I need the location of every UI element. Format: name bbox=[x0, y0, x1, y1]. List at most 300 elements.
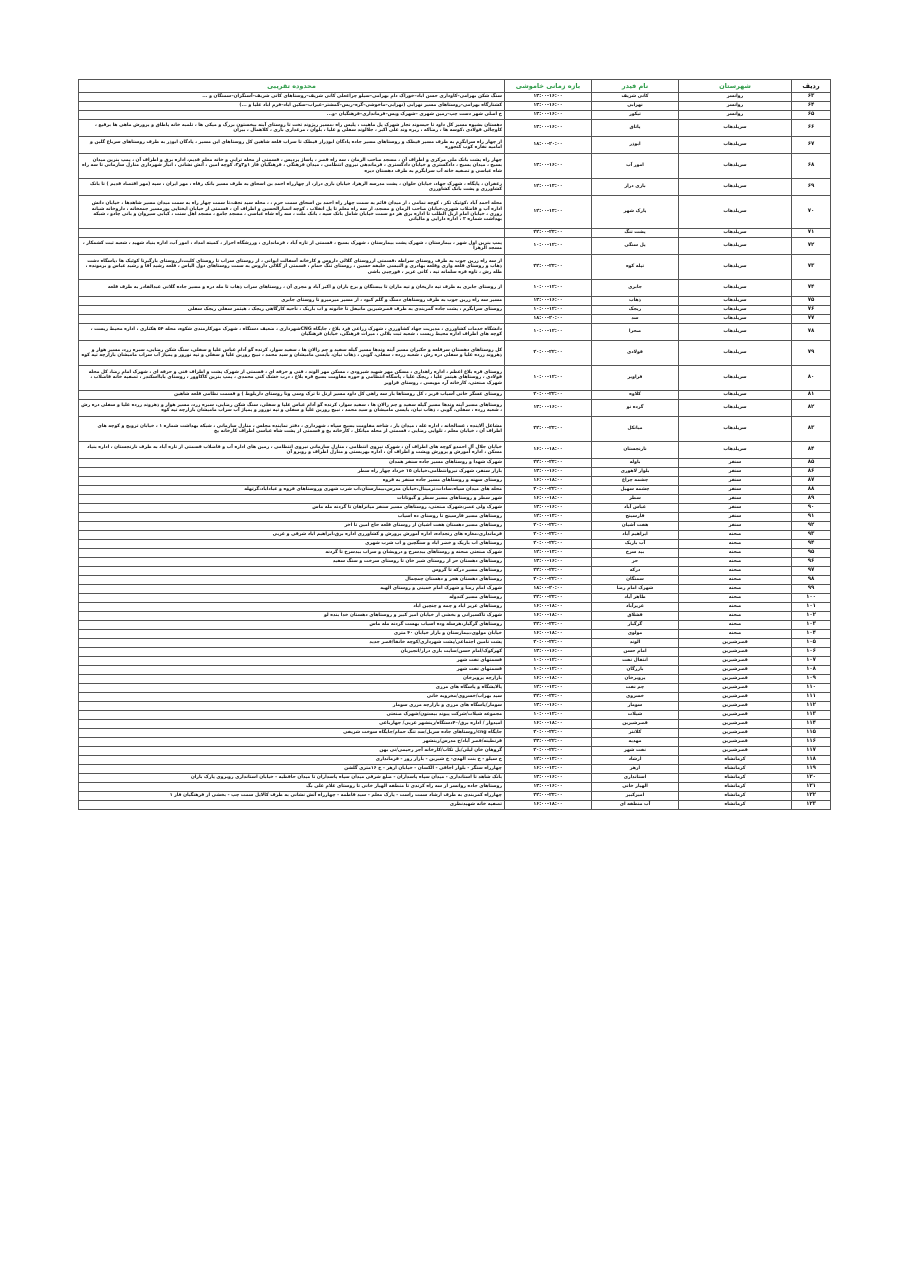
cell-time: ۱۴:۰۰-۱۶:۰۰ bbox=[505, 102, 592, 111]
cell-city: قصرشیرین bbox=[679, 693, 792, 702]
cell-row-number: ۷۴ bbox=[792, 280, 831, 297]
cell-city: قصرشیرین bbox=[679, 702, 792, 711]
cell-area: شهرک تاکسیرانی و بخشی از خیابان امیر کبیر و روستاهای دهستان خدا بنده لو bbox=[79, 612, 505, 621]
table-row bbox=[79, 120, 831, 137]
cell-feeder: عباس آباد bbox=[592, 504, 679, 513]
cell-row-number: ۱۱۷ bbox=[792, 747, 831, 756]
cell-feeder: آب باریک bbox=[592, 540, 679, 549]
cell-feeder: بید سرخ bbox=[592, 549, 679, 558]
cell-row-number: ۶۷ bbox=[792, 137, 831, 154]
cell-row-number: ۸۰ bbox=[792, 366, 831, 391]
cell-city: صحنه bbox=[679, 540, 792, 549]
cell-city: کرمانشاه bbox=[679, 765, 792, 774]
cell-feeder: سمنگان bbox=[592, 576, 679, 585]
cell-feeder: امیرکبیر bbox=[592, 792, 679, 801]
cell-city: کرمانشاه bbox=[679, 792, 792, 801]
cell-city: کرمانشاه bbox=[679, 774, 792, 783]
cell-time: ۲۲:۰۰-۲۴:۰۰ bbox=[505, 459, 592, 468]
cell-city: سنقر bbox=[679, 459, 792, 468]
cell-area: خیابان مولوی،بیمارستان و بازار خیابان ۴۰ متری bbox=[79, 630, 505, 639]
cell-row-number: ۱۱۹ bbox=[792, 765, 831, 774]
table-row bbox=[79, 297, 831, 306]
cell-feeder: سطر bbox=[592, 495, 679, 504]
cell-row-number: ۱۱۱ bbox=[792, 693, 831, 702]
table-row bbox=[79, 630, 831, 639]
cell-row-number: ۱۱۵ bbox=[792, 729, 831, 738]
table-row bbox=[79, 657, 831, 666]
cell-city: صحنه bbox=[679, 549, 792, 558]
cell-city: صحنه bbox=[679, 585, 792, 594]
table-row bbox=[79, 639, 831, 648]
cell-area: روستاهای مسیر فارسینج تا روستای ده اسیاب bbox=[79, 513, 505, 522]
table-row bbox=[79, 711, 831, 720]
cell-city: قصرشیرین bbox=[679, 720, 792, 729]
table-row bbox=[79, 306, 831, 315]
cell-row-number: ۶۳ bbox=[792, 93, 831, 102]
cell-time: ۲۲:۰۰-۲۴:۰۰ bbox=[505, 567, 592, 576]
cell-time: ۱۴:۰۰-۱۶:۰۰ bbox=[505, 93, 592, 102]
cell-time: ۱۲:۰۰-۱۴:۰۰ bbox=[505, 756, 592, 765]
cell-area: روستاهای گرگبار،هرسله وده اسیاب بهست گردنه مله ماس bbox=[79, 621, 505, 630]
cell-time: ۲۲:۰۰-۲۴:۰۰ bbox=[505, 594, 592, 603]
cell-area: از روستای جابری به طرف تپه داریخان و تپه ماران تا بیستگان و برخ بازان و اکبر آباد و مجری آن ، روستاهای سراب ذهاب تا مله دره و مسیر جاده گلانی عبدالقادر به طرف قلعه bbox=[79, 280, 505, 297]
table-row bbox=[79, 702, 831, 711]
table-row bbox=[79, 585, 831, 594]
cell-city: سرپلذهاب bbox=[679, 137, 792, 154]
cell-row-number: ۷۵ bbox=[792, 297, 831, 306]
cell-city: سرپلذهاب bbox=[679, 196, 792, 229]
cell-feeder: میانکل bbox=[592, 417, 679, 442]
cell-feeder: پل سنگی bbox=[592, 238, 679, 255]
cell-row-number: ۱۰۵ bbox=[792, 639, 831, 648]
cell-city: سرپلذهاب bbox=[679, 120, 792, 137]
cell-time: ۱۴:۰۰-۱۶:۰۰ bbox=[505, 111, 592, 120]
cell-area: گروهان خان لیلی/پل تکاب/کارخانه آجر رحیمی/نی بهن bbox=[79, 747, 505, 756]
cell-row-number: ۷۰ bbox=[792, 196, 831, 229]
cell-feeder: امام حسن bbox=[592, 648, 679, 657]
cell-feeder: نهرابی bbox=[592, 102, 679, 111]
cell-feeder: طاهر آباد bbox=[592, 594, 679, 603]
table-row bbox=[79, 513, 831, 522]
cell-row-number: ۶۹ bbox=[792, 179, 831, 196]
table-header-row bbox=[79, 80, 831, 93]
cell-area: دهستان بشیوه مسیر کل داود تا حیسوند نجار شهرک پل ماهیت ، پلیس راه ،مسیر ریژوند تخت تا روستای آبنه بیخستون بزرگ و میکی ها ، تلمبه خانه پاطاق و پرورش ماهی ها برقیع ، کاوچالی قولادی ،کوسه ها ، رضاکه ، ریزه وند علی اکبر ، جلالوند سفلی و علیا ، بلوان ، مرغداری باری ، کلاهمال ، بیران bbox=[79, 120, 505, 137]
cell-time: ۲۲:۰۰-۲۴:۰۰ bbox=[505, 255, 592, 280]
cell-feeder: الهیار خانی bbox=[592, 783, 679, 792]
table-row bbox=[79, 558, 831, 567]
table-row bbox=[79, 747, 831, 756]
cell-time: ۱۰:۰۰-۱۲:۰۰ bbox=[505, 666, 592, 675]
cell-area: چهار راه پشت بانک ملی مرکزی و اطراف آن ، مسجد صاحب الزمان ، سه راه قصر ، پاساژ پردیس ، قسمتی از محله ترابی و خانه معلم قدیم، اداره برق و اطراف آن ، پمپ بنزین میدان بسیج ، میدان بسیج ، دادگستری و خیابان دادگستری ، فرماندهی نیروی انتظامی ، میدان فرهنگی ، فرهنگیان فاز ۱و۲و۳، کوچه امین ، آتش نشانی ، انبار شهرداری منازل سازمانی تا سه راه شاه عباسی و تصفیه خانه آب سرابگرم به طرف دهستان دیره bbox=[79, 154, 505, 179]
cell-time: ۱۰:۰۰-۱۲:۰۰ bbox=[505, 324, 592, 341]
cell-row-number: ۱۲۰ bbox=[792, 774, 831, 783]
table-row bbox=[79, 179, 831, 196]
cell-row-number: ۶۴ bbox=[792, 102, 831, 111]
cell-city: سرپلذهاب bbox=[679, 324, 792, 341]
table-row bbox=[79, 576, 831, 585]
cell-time: ۱۰:۰۰-۱۲:۰۰ bbox=[505, 366, 592, 391]
cell-city: سرپلذهاب bbox=[679, 315, 792, 324]
cell-time: ۱۸:۰۰-۲۰:۰۰ bbox=[505, 585, 592, 594]
cell-row-number: ۸۱ bbox=[792, 391, 831, 400]
cell-feeder: فولادی bbox=[592, 341, 679, 366]
cell-area: چهارراه کمربندی به طرف ارشاد سمت راست - پارک معلم - سید فاطمه - چهارراه آتش نشانی به طرف کالایل سمت چپ - بخشی از فرهنگیان فاز ۱ bbox=[79, 792, 505, 801]
table-row bbox=[79, 315, 831, 324]
cell-feeder: انتقال نفت bbox=[592, 657, 679, 666]
cell-city: روانسر bbox=[679, 111, 792, 120]
cell-time: ۱۴:۰۰-۱۶:۰۰ bbox=[505, 504, 592, 513]
cell-area: سید بهراب/خسروی/مخروبه خانی bbox=[79, 693, 505, 702]
table-row bbox=[79, 729, 831, 738]
cell-area bbox=[79, 315, 505, 324]
cell-city: سرپلذهاب bbox=[679, 280, 792, 297]
cell-row-number: ۷۹ bbox=[792, 341, 831, 366]
cell-city: سنقر bbox=[679, 495, 792, 504]
cell-feeder: مولوی bbox=[592, 630, 679, 639]
cell-city: سنقر bbox=[679, 486, 792, 495]
cell-time: ۱۴:۰۰-۱۶:۰۰ bbox=[505, 468, 592, 477]
cell-row-number: ۹۶ bbox=[792, 558, 831, 567]
cell-row-number: ۷۱ bbox=[792, 229, 831, 238]
cell-row-number: ۸۶ bbox=[792, 468, 831, 477]
cell-city: سرپلذهاب bbox=[679, 366, 792, 391]
cell-time: ۱۲:۰۰-۱۴:۰۰ bbox=[505, 179, 592, 196]
cell-time: ۱۴:۰۰-۱۶:۰۰ bbox=[505, 400, 592, 417]
cell-city: قصرشیرین bbox=[679, 648, 792, 657]
header-feeder: نام فیدر bbox=[592, 80, 679, 93]
cell-area: بانک شاهد تا استانداری - میدان سپاه پاسداران - ضلع شرقی میدان سپاه پاسداران تا میدان حافظیه - خیابان استانداری روبروی پارک باران bbox=[79, 774, 505, 783]
cell-city: قصرشیرین bbox=[679, 657, 792, 666]
table-row bbox=[79, 594, 831, 603]
cell-city: سرپلذهاب bbox=[679, 238, 792, 255]
cell-feeder: حر bbox=[592, 558, 679, 567]
cell-area: سنگ شکن بهرامی–کاوداری حسن اباد–خوراک دام بهرامی–سیلو چراغعلی کانی شریف–روستاهای کانی شریف–آسنگران–سمنگان و ... bbox=[79, 93, 505, 102]
cell-row-number: ۷۲ bbox=[792, 238, 831, 255]
cell-feeder: ریجک bbox=[592, 306, 679, 315]
table-row bbox=[79, 549, 831, 558]
table-row bbox=[79, 137, 831, 154]
cell-area: روستاهای عزیز اباد و چمه و چنچین اباد bbox=[79, 603, 505, 612]
cell-feeder: پارک شهر bbox=[592, 196, 679, 229]
cell-city: صحنه bbox=[679, 558, 792, 567]
cell-time: ۲۰:۰۰-۲۲:۰۰ bbox=[505, 391, 592, 400]
cell-city: سنقر bbox=[679, 513, 792, 522]
cell-area: پمپ بنزین اول شهر ، بیمارستان ، شهرک پشت بیمارستان ، شهرک بسیج ، قسمتی از تازه آباد ، فرمانداری ، ورزشگاه احرار ، کمیته امداد ، امور آب، اداره بنیاد شهید ، شعبه ثبت کشمکار ، مسجد الزهرا bbox=[79, 238, 505, 255]
cell-feeder: نفت شهر bbox=[592, 747, 679, 756]
table-row bbox=[79, 783, 831, 792]
cell-time: ۱۴:۰۰-۱۶:۰۰ bbox=[505, 774, 592, 783]
cell-row-number: ۱۰۱ bbox=[792, 603, 831, 612]
cell-time: ۱۴:۰۰-۱۶:۰۰ bbox=[505, 558, 592, 567]
cell-time: ۱۲:۰۰-۱۴:۰۰ bbox=[505, 549, 592, 558]
cell-time: ۲۲:۰۰-۲۴:۰۰ bbox=[505, 792, 592, 801]
cell-area: روستاهای مسیر آینه وندها مسیر گیله سفید و چم زالان ها ، سفید سوار، کرنده گو آدام عباس علیا و سفلی، سنگ شکن رضایی، سبزه زرد، مسیر هوار و ذهروند زرده علیا و سفلی دره رش ، شعبه زرده ، سفلی، گوبی ، ذهاب نیان، بایسی مامیشان و سید محمد ، نبیج روزبن علیا و سفلی و تپه نوروز و پمپاژ آب سراب مامیشان بازارچه تپه کوه bbox=[79, 400, 505, 417]
cell-city: قصرشیرین bbox=[679, 675, 792, 684]
cell-area: بازارچه پرویزخان bbox=[79, 675, 505, 684]
cell-feeder: قشلاق bbox=[592, 612, 679, 621]
cell-feeder: تیکور bbox=[592, 111, 679, 120]
cell-time: ۱۸:۰۰-۲۰:۰۰ bbox=[505, 315, 592, 324]
cell-time: ۱۰:۰۰-۱۲:۰۰ bbox=[505, 280, 592, 297]
cell-row-number: ۹۲ bbox=[792, 522, 831, 531]
cell-city: کرمانشاه bbox=[679, 783, 792, 792]
cell-time: ۱۶:۰۰-۱۸:۰۰ bbox=[505, 801, 592, 810]
cell-city: سرپلذهاب bbox=[679, 297, 792, 306]
cell-area: جایگاه cng/روستاهای جاده سربل/سد تنگ حمام/جایگاه سوخت شریفی bbox=[79, 729, 505, 738]
cell-area: مسیر سه راه زرین جوب به طرف روستاهای دمنگ و گلم کبود ، از مسیر میرمیرو تا روستای جابری bbox=[79, 297, 505, 306]
cell-city: صحنه bbox=[679, 612, 792, 621]
cell-row-number: ۱۰۰ bbox=[792, 594, 831, 603]
cell-area: پالایشگاه و پاسگاه های مرزی bbox=[79, 684, 505, 693]
cell-time: ۱۲:۰۰-۱۴:۰۰ bbox=[505, 196, 592, 229]
cell-row-number: ۸۹ bbox=[792, 495, 831, 504]
cell-feeder: پاتاق bbox=[592, 120, 679, 137]
cell-city: صحنه bbox=[679, 621, 792, 630]
cell-feeder: چم نفت bbox=[592, 684, 679, 693]
cell-time: ۲۲:۰۰-۲۴:۰۰ bbox=[505, 693, 592, 702]
cell-feeder: ازهر bbox=[592, 765, 679, 774]
table-row bbox=[79, 111, 831, 120]
cell-feeder: هفت آشیان bbox=[592, 522, 679, 531]
cell-city: سنقر bbox=[679, 504, 792, 513]
table-row bbox=[79, 196, 831, 229]
cell-feeder: کانی شریف bbox=[592, 93, 679, 102]
cell-row-number: ۷۶ bbox=[792, 306, 831, 315]
cell-city: قصرشیرین bbox=[679, 729, 792, 738]
cell-time: ۲۰:۰۰-۲۲:۰۰ bbox=[505, 531, 592, 540]
cell-area: روستاهای مسیر کندوله bbox=[79, 594, 505, 603]
cell-area: چهارراه سنگر - بلوار اجاقی - الکسان - خیابان ازهر - خ ۱۶متری گلشن bbox=[79, 765, 505, 774]
cell-feeder: مهدیه bbox=[592, 738, 679, 747]
cell-row-number: ۱۲۱ bbox=[792, 783, 831, 792]
cell-row-number: ۱۲۲ bbox=[792, 792, 831, 801]
cell-row-number: ۸۷ bbox=[792, 477, 831, 486]
table-row bbox=[79, 495, 831, 504]
cell-city: سرپلذهاب bbox=[679, 442, 792, 459]
cell-row-number: ۹۳ bbox=[792, 531, 831, 540]
cell-feeder: صحرا bbox=[592, 324, 679, 341]
table-row bbox=[79, 93, 831, 102]
cell-feeder: درکه bbox=[592, 567, 679, 576]
cell-time: ۱۶:۰۰-۱۸:۰۰ bbox=[505, 630, 592, 639]
cell-row-number: ۷۳ bbox=[792, 255, 831, 280]
cell-time: ۲۰:۰۰-۲۲:۰۰ bbox=[505, 747, 592, 756]
cell-area: روستاهای جاده روانسر از سه راه کرندی تا منطقه الهیار خانی تا روستای غلام علی بگ bbox=[79, 783, 505, 792]
cell-city: سرپلذهاب bbox=[679, 306, 792, 315]
cell-time: ۱۸:۰۰-۲۰:۰۰ bbox=[505, 137, 592, 154]
cell-city: صحنه bbox=[679, 603, 792, 612]
cell-area: کهرکوک/امام حسن/سایت بازی دراز/انجیربان bbox=[79, 648, 505, 657]
cell-area: روستاهای دهستان هجر و دهستان چمچمال bbox=[79, 576, 505, 585]
cell-city: قصرشیرین bbox=[679, 684, 792, 693]
header-area: محدوده تقریبی bbox=[79, 80, 505, 93]
cell-time: ۱۴:۰۰-۱۶:۰۰ bbox=[505, 783, 592, 792]
cell-area: خ سیلو - خ بنت الهدی- خ شیرین - بازار روز - فرمانداری bbox=[79, 756, 505, 765]
table-row bbox=[79, 621, 831, 630]
table-row bbox=[79, 738, 831, 747]
table-row bbox=[79, 229, 831, 238]
table-row bbox=[79, 477, 831, 486]
cell-row-number: ۱۱۲ bbox=[792, 702, 831, 711]
table-body bbox=[79, 93, 831, 810]
cell-area: از چهار راه سرابگرم به طرف مسیر قیطک و روستاهای مسیر جاده پادگان ابوذراز قیطک تا سراب قلعه شاهین کل روستاهای این مسیر ، پادگان ابوذر به طرف روستاهای سرباغ گلین و امامیه نقاره کوب کنجوره bbox=[79, 137, 505, 154]
cell-feeder: قصرشیرین bbox=[592, 720, 679, 729]
cell-row-number: ۱۰۷ bbox=[792, 657, 831, 666]
cell-row-number: ۱۰۹ bbox=[792, 675, 831, 684]
cell-area: از سه راه زرین جوب به طرف روستای سراطه ،قسمتی ازروستای گلالی داروس و کارخانه آسفالت ایوانی ، از روستای سراب تا روستای کلیت،ازروستای بازگیرتا کوئیک ها ،پاسگاه دشت ذهاب و روستای قلعه واری وقلعه بهادری و النبسی خلیفه حسین ، روستای تنگ حمام ، قسمتی از گلالی داروس به سمت روستاهای دول الیاس ، قلعه رشید آقا و رشید عباس و برمونده ، طله رش ، تاوه قره سلمانه تپه ، کانی عزیز ، قورچیی باشی bbox=[79, 255, 505, 280]
table-row bbox=[79, 675, 831, 684]
cell-feeder: بلوار لاهوری bbox=[592, 468, 679, 477]
cell-area bbox=[79, 229, 505, 238]
table-row bbox=[79, 400, 831, 417]
table-row bbox=[79, 391, 831, 400]
table-row bbox=[79, 792, 831, 801]
cell-row-number: ۶۵ bbox=[792, 111, 831, 120]
cell-area: روستای سهنه و روستاهای مسیر جاده سنقر به فروه bbox=[79, 477, 505, 486]
cell-city: سرپلذهاب bbox=[679, 255, 792, 280]
table-row bbox=[79, 468, 831, 477]
cell-row-number: ۱۱۸ bbox=[792, 756, 831, 765]
table-row bbox=[79, 693, 831, 702]
cell-row-number: ۱۰۴ bbox=[792, 630, 831, 639]
cell-city: روانسر bbox=[679, 93, 792, 102]
table-row bbox=[79, 442, 831, 459]
cell-city: سرپلذهاب bbox=[679, 179, 792, 196]
cell-feeder: کلانتر bbox=[592, 729, 679, 738]
cell-row-number: ۱۱۰ bbox=[792, 684, 831, 693]
table-row bbox=[79, 684, 831, 693]
cell-city: سرپلذهاب bbox=[679, 229, 792, 238]
cell-row-number: ۸۵ bbox=[792, 459, 831, 468]
table-row bbox=[79, 324, 831, 341]
cell-area: روستاهای دهستان حر از روستای شیر خان تا روستای سرخت و سنگ سفید bbox=[79, 558, 505, 567]
cell-time: ۲۰:۰۰-۲۲:۰۰ bbox=[505, 639, 592, 648]
cell-time: ۱۴:۰۰-۱۶:۰۰ bbox=[505, 297, 592, 306]
cell-time: ۱۰:۰۰-۱۲:۰۰ bbox=[505, 238, 592, 255]
table-row bbox=[79, 765, 831, 774]
cell-city: سرپلذهاب bbox=[679, 400, 792, 417]
cell-area: شهرک امام رضا و شهرک امام خمینی و روستای الهیه bbox=[79, 585, 505, 594]
cell-row-number: ۱۰۲ bbox=[792, 612, 831, 621]
cell-feeder: ارشاد bbox=[592, 756, 679, 765]
cell-time: ۱۰:۰۰-۱۲:۰۰ bbox=[505, 657, 592, 666]
table-row bbox=[79, 504, 831, 513]
cell-city: سنقر bbox=[679, 522, 792, 531]
cell-city: کرمانشاه bbox=[679, 756, 792, 765]
cell-feeder: خسروی bbox=[592, 693, 679, 702]
cell-row-number: ۹۴ bbox=[792, 540, 831, 549]
cell-row-number: ۷۸ bbox=[792, 324, 831, 341]
table-row bbox=[79, 417, 831, 442]
cell-feeder: شهرک امام رضا bbox=[592, 585, 679, 594]
cell-row-number: ۷۷ bbox=[792, 315, 831, 324]
cell-time: ۱۶:۰۰-۱۸:۰۰ bbox=[505, 720, 592, 729]
cell-area: روستاهای مسیر دهستان هفت اشیان از روستای قلعه حاج امین تا اخر bbox=[79, 522, 505, 531]
outage-schedule-table bbox=[78, 79, 831, 810]
cell-city: سرپلذهاب bbox=[679, 341, 792, 366]
cell-row-number: ۶۸ bbox=[792, 154, 831, 179]
cell-time: ۲۰:۰۰-۲۲:۰۰ bbox=[505, 576, 592, 585]
cell-city: سرپلذهاب bbox=[679, 154, 792, 179]
cell-time: ۱۶:۰۰-۱۸:۰۰ bbox=[505, 477, 592, 486]
cell-row-number: ۸۲ bbox=[792, 400, 831, 417]
cell-time: ۲۰:۰۰-۲۲:۰۰ bbox=[505, 522, 592, 531]
cell-feeder: ذهاب bbox=[592, 297, 679, 306]
table-row bbox=[79, 238, 831, 255]
table-row bbox=[79, 567, 831, 576]
cell-area: روستاهای مسیر درکه تا گروس bbox=[79, 567, 505, 576]
table-row bbox=[79, 486, 831, 495]
cell-area: روستاهای اب باریک و خضر اباد و سنگچین و اب شرب شهری bbox=[79, 540, 505, 549]
cell-feeder: امور آب bbox=[592, 154, 679, 179]
table-row bbox=[79, 603, 831, 612]
table-row bbox=[79, 801, 831, 810]
cell-feeder: گرده نو bbox=[592, 400, 679, 417]
table-row bbox=[79, 366, 831, 391]
cell-area: پشت تامین اجتماعی/پشت شهرداری/کوچه خانقا/قصر جدید bbox=[79, 639, 505, 648]
cell-time: ۲۲:۰۰-۲۴:۰۰ bbox=[505, 229, 592, 238]
cell-city: سرپلذهاب bbox=[679, 417, 792, 442]
cell-time: ۱۴:۰۰-۱۶:۰۰ bbox=[505, 648, 592, 657]
cell-area: زعفران ، پایگاه ، شهرک جهاد، خیابان حلوان ، پشت مدرسه الزهرا، خیابان بازی دراز، از چهارراه احمد بن اسحاق به طرف مسیر بانک رفاه ، مهر ایران ، سپه (مهر اقتصاد قدیم ) تا بانک کشاورزی و پشت بانک کشاورزی bbox=[79, 179, 505, 196]
cell-city: قصرشیرین bbox=[679, 747, 792, 756]
cell-time: ۲۲:۰۰-۲۴:۰۰ bbox=[505, 621, 592, 630]
table-row bbox=[79, 522, 831, 531]
cell-city: روانسر bbox=[679, 102, 792, 111]
cell-row-number: ۱۱۴ bbox=[792, 720, 831, 729]
cell-city: صحنه bbox=[679, 567, 792, 576]
cell-city: قصرشیرین bbox=[679, 738, 792, 747]
cell-city: سرپلذهاب bbox=[679, 391, 792, 400]
table-row bbox=[79, 154, 831, 179]
cell-time: ۱۶:۰۰-۱۸:۰۰ bbox=[505, 495, 592, 504]
cell-area: شهرک صنعتی صحنه و روستاهای بیدسرخ و درویشان و سراب بیدسرخ تا گردنه bbox=[79, 549, 505, 558]
cell-area: تصفیه خانه شهیدنظری bbox=[79, 801, 505, 810]
cell-area: شهر سطر و روستاهای مسیر سطر و گیوناتات bbox=[79, 495, 505, 504]
cell-time: ۱۴:۰۰-۱۶:۰۰ bbox=[505, 702, 592, 711]
cell-feeder: فراویز bbox=[592, 366, 679, 391]
cell-area: روستای سرابگرم ، پشت جاده گمربندی به طرف قصرشیرین مانیفل تا خانونه و اب باریک ، ناحیه کارگاهی ریجک ، هیثمر سفلی ریجک سفلی bbox=[79, 306, 505, 315]
cell-time: ۲۰:۰۰-۲۲:۰۰ bbox=[505, 341, 592, 366]
cell-feeder: پشت تنگ bbox=[592, 229, 679, 238]
cell-feeder: جابری bbox=[592, 280, 679, 297]
cell-feeder: بازرگان bbox=[592, 666, 679, 675]
cell-feeder: سومار bbox=[592, 702, 679, 711]
cell-feeder: ابوذر bbox=[592, 137, 679, 154]
cell-feeder: باوله bbox=[592, 459, 679, 468]
cell-area: محله های میدان سپاه،سادات،ترمینال،خیابان مدرس،بیمارستان،اب شرب شهری وروستاهای فروه و عباداباد،گرتهله bbox=[79, 486, 505, 495]
cell-city: کرمانشاه bbox=[679, 801, 792, 810]
cell-area: سومار/پاسگاه های مرزی و بازارچه مرزی سومار bbox=[79, 702, 505, 711]
table-row bbox=[79, 612, 831, 621]
cell-feeder: استانداری bbox=[592, 774, 679, 783]
cell-area: شهرک شهدا و روستاهای مسیر جاده سنقر همدان bbox=[79, 459, 505, 468]
cell-feeder: نارنجستان bbox=[592, 442, 679, 459]
cell-row-number: ۱۰۸ bbox=[792, 666, 831, 675]
table-row bbox=[79, 648, 831, 657]
header-row-number: ردیف bbox=[792, 80, 831, 93]
cell-row-number: ۹۰ bbox=[792, 504, 831, 513]
cell-area: شهرک ولی عصر،شهرک صنعتی، روستاهای مسیر سنقر میانراهان تا گردنه مله ماس bbox=[79, 504, 505, 513]
cell-feeder: پرویزخان bbox=[592, 675, 679, 684]
cell-time: ۱۶:۰۰-۱۸:۰۰ bbox=[505, 612, 592, 621]
cell-time: ۱۲:۰۰-۱۴:۰۰ bbox=[505, 684, 592, 693]
cell-row-number: ۹۷ bbox=[792, 567, 831, 576]
cell-area: کشتارگاه بهرامی–روستاهای مسیر نهرابی (نهرابی–ماخوشی–گره–ریس–گمشتر–غیراب–سکین اباد–فرم اباد علیا و ...) bbox=[79, 102, 505, 111]
cell-row-number: ۱۰۳ bbox=[792, 621, 831, 630]
table-row bbox=[79, 280, 831, 297]
cell-area: قسمتهای نفت شهر bbox=[79, 666, 505, 675]
